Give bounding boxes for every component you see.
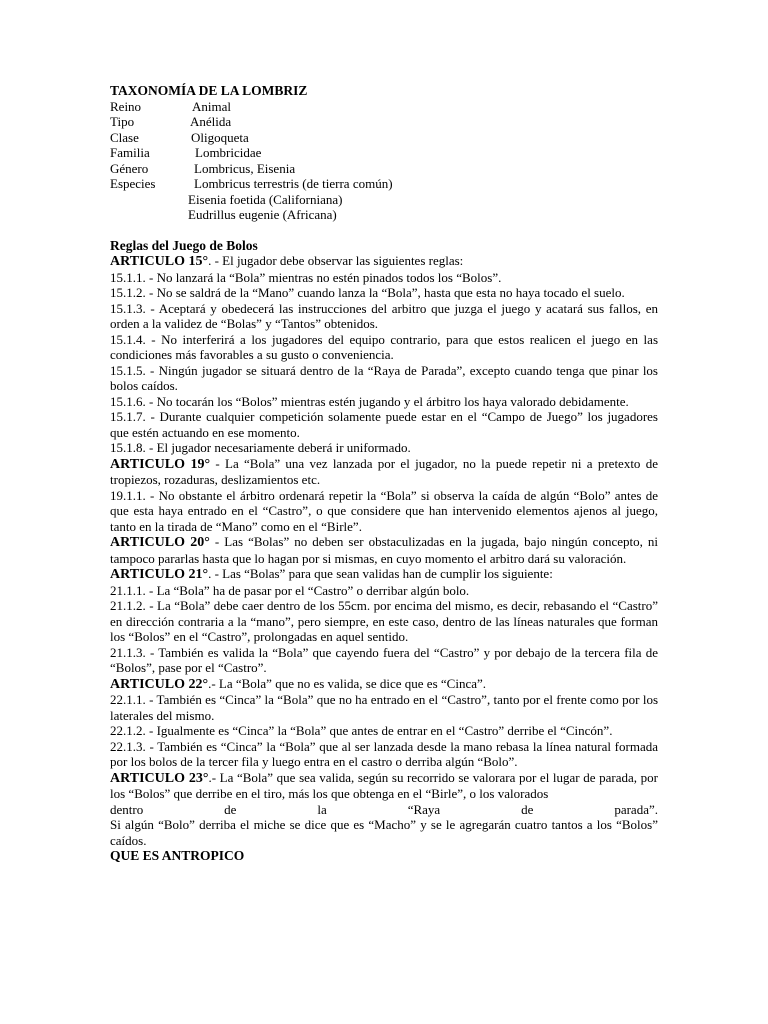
article-23: [110, 770, 658, 802]
rule-21-1-2: 21.1.2. - La “Bola” debe caer dentro de los 55cm. por encima del mismo, es decir, rebasando el “Castro” en dirección contraria a la “mano”, pero siempre, en este caso, dentro de las líneas naturales que forman los “Bolos” en el “Castro”, prolongadas en aquel sentido.: [110, 598, 658, 644]
taxonomy-rank: Género: [110, 160, 149, 176]
article-15: [110, 253, 658, 270]
article-15-heading: ARTICULO 15°: [110, 254, 209, 269]
rule-15-1-5: 15.1.5. - Ningún jugador se situará dentro de la “Raya de Parada”, excepto cuando tenga que pinar los bolos caídos.: [110, 362, 658, 393]
taxonomy-row: [110, 114, 658, 130]
article-21: [110, 566, 658, 583]
document-page: [110, 83, 658, 864]
taxonomy-value: Animal: [192, 98, 231, 114]
taxonomy-value: Lombricus terrestris (de tierra común): [194, 176, 393, 191]
article-23-heading: ARTICULO 23°: [110, 770, 209, 786]
rules-title: Reglas del Juego de Bolos: [110, 237, 258, 253]
rule-15-1-1: 15.1.1. - No lanzará la “Bola” mientras no estén pinados todos los “Bolos”.: [110, 269, 502, 285]
article-20-text: - Las “Bolas” no deben ser obstaculizadas en la jugada, bajo ningún concepto, ni tampoco pararlas hasta que lo hagan por si mismas, en cuyo momento el arbitro dará su valoración.: [110, 534, 658, 566]
taxonomy-row: [110, 99, 658, 115]
taxonomy-rank: Clase: [110, 129, 139, 145]
rule-15-1-8: 15.1.8. - El jugador necesariamente deberá ir uniformado.: [110, 440, 411, 455]
article-23-last-line: dentro de la “Raya de parada”.: [110, 801, 658, 817]
rule-15-1-7: 15.1.7. - Durante cualquier competición solamente puede estar en el “Campo de Juego” los jugadores que estén actuando en ese momento.: [110, 409, 658, 440]
taxonomy-row: [110, 176, 658, 192]
taxonomy-title: TAXONOMÍA DE LA LOMBRIZ: [110, 83, 308, 98]
rule-15-1-6: 15.1.6. - No tocarán los “Bolos” mientras estén jugando y el árbitro los haya valorado debidamente.: [110, 393, 629, 409]
taxonomy-rank: Tipo: [110, 114, 135, 129]
taxonomy-value: Lombricus, Eisenia: [194, 160, 296, 176]
taxonomy-row: [110, 130, 658, 146]
taxonomy-value: Oligoqueta: [191, 129, 249, 145]
taxonomy-continuation: [110, 192, 658, 223]
article-22-heading: ARTICULO 22°: [110, 676, 209, 692]
article-20: [110, 534, 658, 566]
article-21-heading: ARTICULO 21°: [110, 567, 209, 582]
article-19-text: - La “Bola” una vez lanzada por el jugador, no la puede repetir ni a pretexto de tropiezos, rozaduras, deslizamientos etc.: [110, 455, 659, 487]
rule-22-1-2: 22.1.2. - Igualmente es “Cinca” la “Bola” que antes de entrar en el “Castro” derribe el “Cincón”.: [110, 723, 613, 738]
article-19-heading: ARTICULO 19°: [110, 456, 211, 472]
taxonomy-rank: Familia: [110, 145, 150, 160]
article-22-text: .- La “Bola” que no es valida, se dice que es “Cinca”.: [208, 675, 487, 691]
antropico-heading: QUE ES ANTROPICO: [110, 848, 245, 863]
article-15-text: . - El jugador debe observar las siguientes reglas:: [208, 253, 464, 268]
rule-15-1-3: 15.1.3. - Aceptará y obedecerá las instrucciones del arbitro que juzga el juego y acatará sus fallos, en orden a la validez de “Bolas” y “Tantos” obtenidos.: [110, 300, 658, 331]
taxonomy-species-line: Eisenia foetida (Californiana): [188, 191, 343, 207]
article-22: [110, 676, 658, 693]
rule-22-1-3: 22.1.3. - También es “Cinca” la “Bola” que al ser lanzada desde la mano rebasa la línea natural formada por los bolos de la tercer fila y luego entra en el castro o derriba algún “Bolo”.: [110, 738, 658, 769]
rule-21-1-1: 21.1.1. - La “Bola” ha de pasar por el “Castro” o derribar algún bolo.: [110, 582, 470, 598]
rule-15-1-4: 15.1.4. - No interferirá a los jugadores del equipo contrario, para que estos realicen el juego en las condiciones más favorables a su gusto o conveniencia.: [110, 331, 658, 362]
taxonomy-rank: Especies: [110, 176, 156, 191]
rule-15-1-2: 15.1.2. - No se saldrá de la “Mano” cuando lanza la “Bola”, hasta que esta no haya tocado el suelo.: [110, 285, 625, 300]
taxonomy-row: [110, 161, 658, 177]
article-23-text: .- La “Bola” que sea valida, según su recorrido se valorara por el lugar de parada, por los “Bolos” que derribe en el tiro, más los que obtenga en el “Birle”, o los valorados: [110, 769, 658, 801]
article-21-text: . - Las “Bolas” para que sean validas han de cumplir los siguiente:: [208, 566, 553, 581]
rule-21-1-3: 21.1.3. - También es valida la “Bola” que cayendo fuera del “Castro” y por debajo de la tercera fila de “Bolos”, pase por el “Castro”.: [110, 644, 658, 675]
taxonomy-table: [110, 99, 658, 192]
taxonomy-rank: Reino: [110, 98, 142, 114]
taxonomy-species-line: Eudrillus eugenie (Africana): [188, 207, 337, 222]
article-20-heading: ARTICULO 20°: [110, 535, 210, 550]
rule-19-1-1: 19.1.1. - No obstante el árbitro ordenará repetir la “Bola” si observa la caída de algún “Bolo” antes de que esta haya entrado en el “Castro”, o que considere que han intervenido elementos ajenos al juego, tanto en la tirada de “Mano” como en el “Birle”.: [110, 487, 658, 534]
taxonomy-row: [110, 145, 658, 161]
taxonomy-value: Lombricidae: [195, 145, 262, 160]
rule-22-1-1: 22.1.1. - También es “Cinca” la “Bola” que no ha entrado en el “Castro”, tanto por el frente como por los laterales del mismo.: [110, 692, 658, 723]
taxonomy-value: Anélida: [190, 114, 232, 129]
article-19: [110, 456, 658, 488]
macho-rule: Si algún “Bolo” derriba el miche se dice que es “Macho” y se le agregarán cuatro tantos a los “Bolos” caídos.: [110, 817, 658, 848]
